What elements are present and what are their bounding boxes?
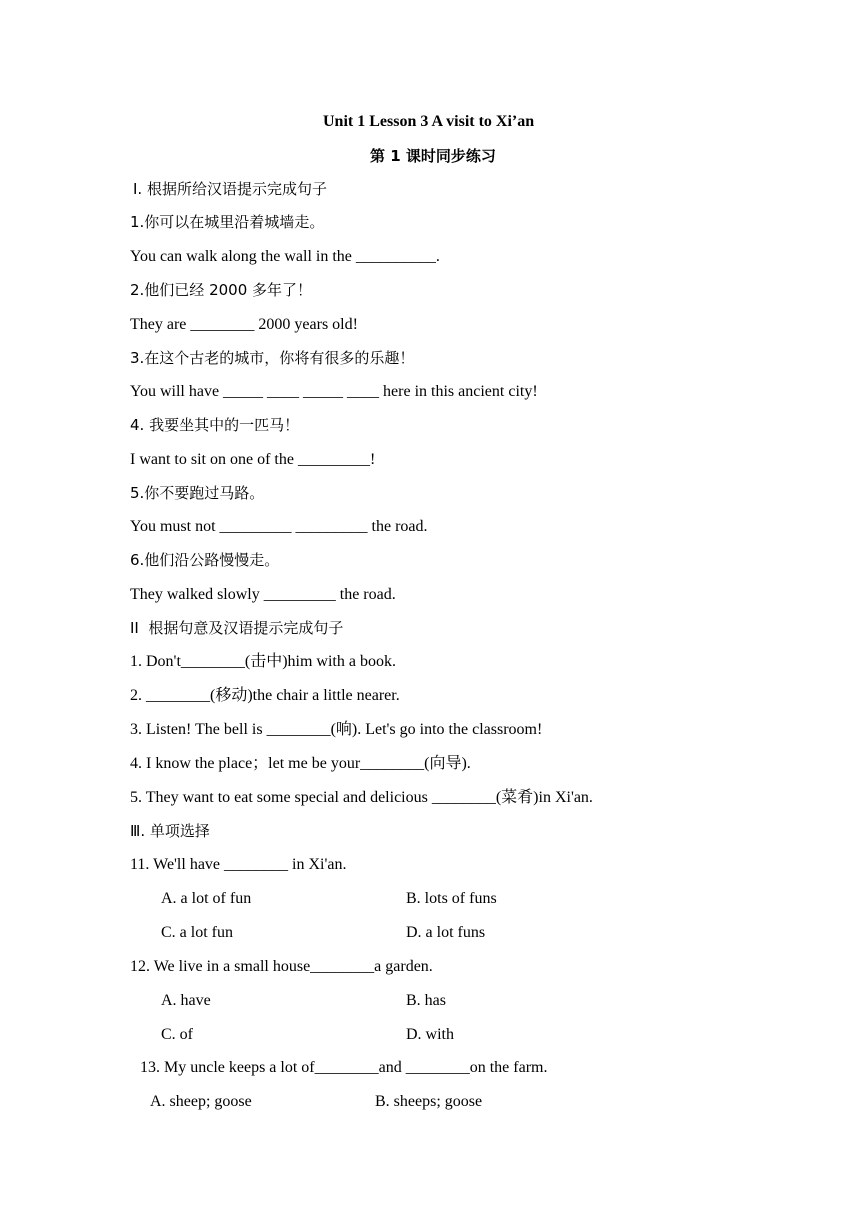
q12-option-c: C. of xyxy=(161,1026,193,1043)
s1-item-2-cn: 2.他们已经 2000 多年了！ xyxy=(130,281,313,299)
section3-heading: Ⅲ. 单项选择 xyxy=(130,822,210,840)
s1-item-1-en: You can walk along the wall in the __________. xyxy=(130,248,440,265)
s2-item-4: 4. I know the place；let me be your________(向导). xyxy=(130,755,471,772)
section2-heading: II 根据句意及汉语提示完成句子 xyxy=(130,619,344,637)
q13-option-b: B. sheeps; goose xyxy=(375,1093,483,1110)
s1-item-3-cn: 3.在这个古老的城市，你将有很多的乐趣！ xyxy=(130,349,415,367)
s2-item-2: 2. ________(移动)the chair a little nearer. xyxy=(130,687,400,704)
q12-option-d: D. with xyxy=(406,1026,454,1043)
q11-stem: 11. We'll have ________ in Xi'an. xyxy=(130,856,347,873)
s1-item-4-en: I want to sit on one of the _________! xyxy=(130,451,376,468)
s1-item-3-en: You will have _____ ____ _____ ____ here in this ancient city! xyxy=(130,383,538,400)
s1-item-1-cn: 1.你可以在城里沿着城墙走。 xyxy=(130,213,325,231)
section1-heading: Ⅰ. 根据所给汉语提示完成句子 xyxy=(133,180,327,198)
s2-item-5: 5. They want to eat some special and delicious ________(菜肴)in Xi'an. xyxy=(130,789,593,806)
q11-option-b: B. lots of funs xyxy=(406,890,497,907)
s2-item-3: 3. Listen! The bell is ________(响). Let's go into the classroom! xyxy=(130,721,543,738)
q11-option-c: C. a lot fun xyxy=(161,924,233,941)
s1-item-6-cn: 6.他们沿公路慢慢走。 xyxy=(130,551,280,569)
s1-item-6-en: They walked slowly _________ the road. xyxy=(130,586,396,603)
q11-option-a: A. a lot of fun xyxy=(161,890,252,907)
s2-item-1: 1. Don't________(击中)him with a book. xyxy=(130,653,396,670)
q13-option-a: A. sheep; goose xyxy=(150,1093,252,1110)
q12-option-b: B. has xyxy=(406,992,446,1009)
q13-stem: 13. My uncle keeps a lot of________and ________on the farm. xyxy=(140,1059,548,1076)
page-title: Unit 1 Lesson 3 A visit to Xi’an xyxy=(323,113,535,130)
q12-stem: 12. We live in a small house________a garden. xyxy=(130,958,433,975)
q11-option-d: D. a lot funs xyxy=(406,924,486,941)
q12-option-a: A. have xyxy=(161,992,211,1009)
s1-item-2-en: They are ________ 2000 years old! xyxy=(130,316,358,333)
page-subtitle: 第 1 课时同步练习 xyxy=(370,147,496,165)
s1-item-4-cn: 4. 我要坐其中的一匹马！ xyxy=(130,416,300,434)
s1-item-5-en: You must not _________ _________ the road. xyxy=(130,518,428,535)
s1-item-5-cn: 5.你不要跑过马路。 xyxy=(130,484,265,502)
